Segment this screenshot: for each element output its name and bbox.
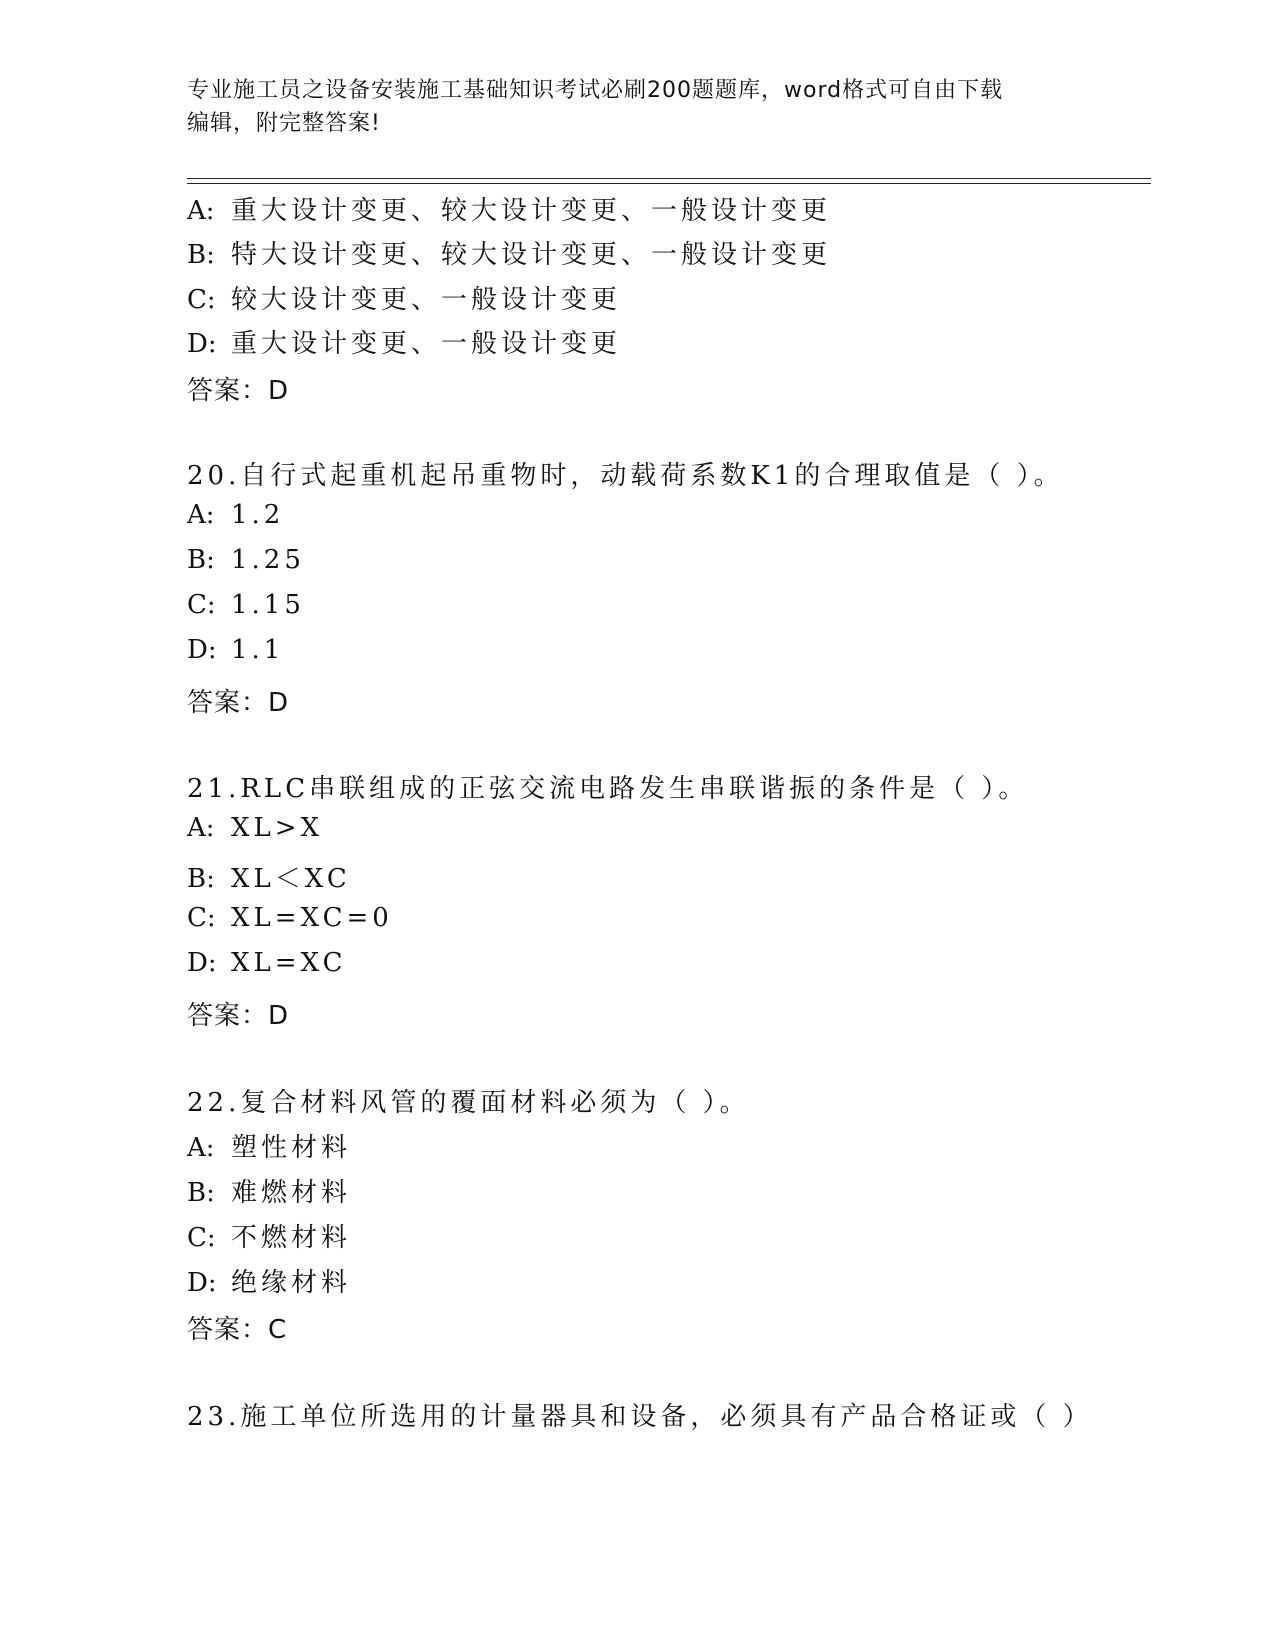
option-b	[187, 545, 305, 575]
option-text: XL=XC=0	[231, 903, 393, 933]
option-text: 较大设计变更、一般设计变更	[231, 285, 622, 315]
question-stem: 20.自行式起重机起吊重物时，动载荷系数K1的合理取值是（ ）。	[187, 461, 1064, 491]
option-b	[187, 858, 351, 895]
option-key: D:	[187, 635, 217, 665]
header-line-1: 专业施工员之设备安装施工基础知识考试必刷200题题库，word格式可自由下载	[187, 78, 1004, 103]
option-text: 特大设计变更、较大设计变更、一般设计变更	[231, 240, 832, 270]
option-c	[187, 1217, 351, 1254]
option-text: 1.2	[231, 500, 285, 530]
option-d	[187, 1262, 351, 1299]
question-stem: 21.RLC串联组成的正弦交流电路发生串联谐振的条件是（ ）。	[187, 774, 1029, 804]
option-text: 1.1	[231, 635, 285, 665]
option-key: A:	[187, 813, 215, 843]
option-text: XL>X	[231, 813, 324, 843]
option-text: 绝缘材料	[231, 1268, 352, 1298]
header-divider-bottom	[187, 183, 1151, 184]
option-key: A:	[187, 500, 215, 530]
option-text: 重大设计变更、一般设计变更	[231, 329, 622, 359]
option-text: 难燃材料	[231, 1178, 352, 1208]
option-key: B:	[187, 1178, 215, 1208]
option-a	[187, 1127, 351, 1164]
option-key: C:	[187, 903, 216, 933]
option-c	[187, 903, 393, 933]
header-line-2: 编辑，附完整答案!	[187, 111, 381, 136]
option-c	[187, 590, 305, 620]
option-key: B:	[187, 864, 215, 894]
option-d	[187, 635, 284, 665]
option-key: C:	[187, 1223, 216, 1253]
option-text: XL＜XC	[231, 864, 351, 894]
question-stem: 22.复合材料风管的覆面材料必须为（ ）。	[187, 1088, 750, 1118]
option-text: XL=XC	[231, 948, 347, 978]
option-c	[187, 279, 621, 316]
document-header	[187, 74, 1067, 140]
option-d	[187, 948, 347, 978]
option-key: A:	[187, 196, 215, 226]
option-key: C:	[187, 285, 216, 315]
answer-label: 答案：C	[187, 1315, 288, 1345]
header-divider-top	[187, 178, 1151, 179]
option-text: 不燃材料	[231, 1223, 352, 1253]
option-d	[187, 323, 621, 360]
option-key: C:	[187, 590, 216, 620]
option-text: 1.15	[231, 590, 305, 620]
option-key: B:	[187, 545, 215, 575]
option-text: 重大设计变更、较大设计变更、一般设计变更	[231, 196, 832, 226]
option-text: 1.25	[231, 545, 305, 575]
option-a	[187, 813, 323, 843]
option-a	[187, 500, 284, 530]
answer-label: 答案：D	[187, 688, 290, 718]
option-key: B:	[187, 240, 215, 270]
question-stem: 23.施工单位所选用的计量器具和设备，必须具有产品合格证或（ ）	[187, 1402, 1093, 1432]
option-key: A:	[187, 1133, 215, 1163]
option-key: D:	[187, 329, 217, 359]
answer-label: 答案：D	[187, 376, 290, 406]
option-a	[187, 190, 831, 227]
answer-label: 答案：D	[187, 1001, 290, 1031]
option-key: D:	[187, 948, 217, 978]
option-b	[187, 1172, 351, 1209]
option-b	[187, 234, 831, 271]
option-text: 塑性材料	[231, 1133, 352, 1163]
option-key: D:	[187, 1268, 217, 1298]
